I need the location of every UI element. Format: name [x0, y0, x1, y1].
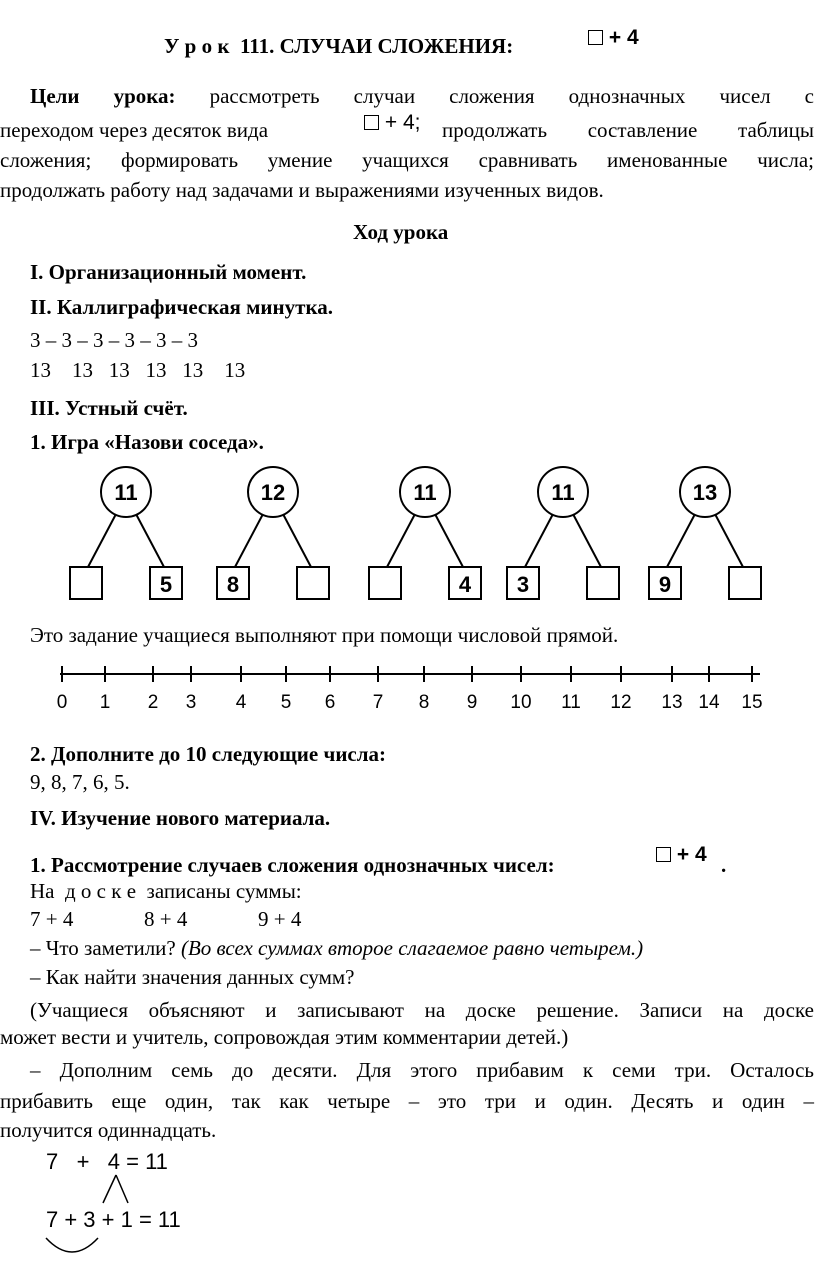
- tree-3-left-box: [369, 567, 401, 599]
- question-2: – Как найти значения данных сумм?: [30, 965, 355, 989]
- lesson-title-text: 111. СЛУЧАИ СЛОЖЕНИЯ:: [239, 34, 514, 58]
- number-line-label: 7: [372, 692, 384, 713]
- para-1-line-2: может вести и учитель, сопровождая этим комментарии детей.): [0, 1025, 569, 1049]
- para-2-line-1: – Дополним семь до десяти. Для этого прибавим к семи три. Осталось: [30, 1058, 814, 1082]
- number-line-label: 11: [561, 692, 581, 713]
- number-line-label: 9: [466, 692, 478, 713]
- split-left-line: [103, 1175, 116, 1203]
- number-line-label: 2: [147, 692, 159, 713]
- number-line: [0, 660, 816, 720]
- goals-line-3: сложения; формировать умение учащихся сравнивать именованные числа;: [0, 148, 814, 172]
- tree-3-right-value: 4: [458, 572, 472, 597]
- number-line-label: 15: [741, 692, 763, 713]
- bracket-arc: [46, 1238, 98, 1252]
- sum-1: 7 + 4: [30, 907, 74, 931]
- number-line-label: 5: [280, 692, 292, 713]
- para-2-line-3: получится одиннадцать.: [0, 1118, 217, 1142]
- tree-5-right-box: [729, 567, 761, 599]
- tree-4-left-value: 3: [516, 572, 530, 597]
- equation-2: 7 + 3 + 1 = 11: [46, 1207, 181, 1232]
- tree-1-right-branch: [136, 514, 164, 567]
- board-line: На д о с к е записаны суммы:: [30, 879, 302, 903]
- number-line-label: 12: [610, 692, 632, 713]
- number-line-label: 0: [56, 692, 68, 713]
- para-2-line-2: прибавить еще один, так как четыре – это три и один. Десять и один –: [0, 1089, 814, 1113]
- consider-formula: + 4: [656, 843, 707, 867]
- question-1: – Что заметили? (Во всех суммах второе слагаемое равно четырем.): [30, 936, 644, 960]
- section-4-heading: IV. Изучение нового материала.: [30, 806, 331, 830]
- number-line-label: 13: [661, 692, 683, 713]
- section-3-heading: III. Устный счёт.: [30, 396, 188, 420]
- number-line-label: 8: [418, 692, 430, 713]
- game-heading: 1. Игра «Назови соседа».: [30, 430, 264, 454]
- para-1-line-1: (Учащиеся объясняют и записывают на доске решение. Записи на доске: [30, 998, 814, 1022]
- equation-1: 7 + 4 = 11: [46, 1149, 168, 1174]
- number-line-label: 3: [185, 692, 197, 713]
- tree-4-right-branch: [573, 514, 601, 567]
- course-title: Ход урока: [353, 220, 449, 244]
- neighbor-trees: [0, 460, 816, 610]
- tree-3-top-value: 11: [413, 480, 437, 505]
- question-1-answer: (Во всех суммах второе слагаемое равно четырем.): [180, 936, 644, 960]
- split-right-line: [116, 1175, 128, 1203]
- tree-2-left-branch: [235, 514, 263, 567]
- complete-heading: 2. Дополните до 10 следующие числа:: [30, 742, 387, 766]
- number-line-label: 6: [324, 692, 336, 713]
- goals-label: Цели урока:: [30, 84, 176, 108]
- goals-line-2b: продолжать составление таблицы: [442, 118, 814, 142]
- empty-box-icon: [364, 115, 379, 130]
- consider-heading: 1. Рассмотрение случаев сложения однозначных чисел:: [30, 853, 555, 877]
- empty-box-icon: [588, 30, 603, 45]
- tree-2-right-box: [297, 567, 329, 599]
- title-formula: + 4: [588, 26, 639, 50]
- number-line-label: 10: [510, 692, 532, 713]
- tree-5-left-value: 9: [658, 572, 672, 597]
- goals-line-4: продолжать работу над задачами и выражениями изученных видов.: [0, 178, 604, 202]
- tree-1-left-branch: [88, 514, 116, 567]
- calligraphy-line-2: 13 13 13 13 13 13: [30, 358, 246, 382]
- tree-5-right-branch: [715, 514, 743, 567]
- empty-box-icon: [656, 847, 671, 862]
- tree-1-right-value: 5: [159, 572, 173, 597]
- number-line-label: 14: [698, 692, 720, 713]
- lesson-title: [164, 33, 513, 59]
- sum-2: 8 + 4: [144, 907, 188, 931]
- tree-1-top-value: 11: [114, 480, 138, 505]
- goals-formula: + 4;: [364, 111, 420, 135]
- lesson-prefix: У р о к: [164, 34, 230, 58]
- tree-5-top-value: 13: [692, 480, 718, 505]
- tree-1-left-box: [70, 567, 102, 599]
- number-line-label: 4: [235, 692, 247, 713]
- tree-2-left-value: 8: [226, 572, 240, 597]
- goals-line-2a: переходом через десяток вида: [0, 118, 269, 142]
- tree-2-top-value: 12: [260, 480, 286, 505]
- sum-3: 9 + 4: [258, 907, 302, 931]
- calligraphy-line-1: 3 – 3 – 3 – 3 – 3 – 3: [30, 328, 198, 352]
- section-2-heading: II. Каллиграфическая минутка.: [30, 295, 333, 319]
- tree-4-right-box: [587, 567, 619, 599]
- goals-line-1: Цели урока: рассмотреть случаи сложения однозначных чисел с: [30, 84, 814, 108]
- tree-4-top-value: 11: [551, 480, 575, 505]
- number-line-label: 1: [99, 692, 111, 713]
- tree-3-left-branch: [387, 514, 415, 567]
- tree-3-right-branch: [435, 514, 463, 567]
- tree-5-left-branch: [667, 514, 695, 567]
- complete-values: 9, 8, 7, 6, 5.: [30, 770, 130, 794]
- section-1-heading: I. Организационный момент.: [30, 260, 307, 284]
- consider-dot: .: [721, 853, 727, 877]
- tree-2-right-branch: [283, 514, 311, 567]
- numberline-note: Это задание учащиеся выполняют при помощи числовой прямой.: [30, 623, 619, 647]
- tree-4-left-branch: [525, 514, 553, 567]
